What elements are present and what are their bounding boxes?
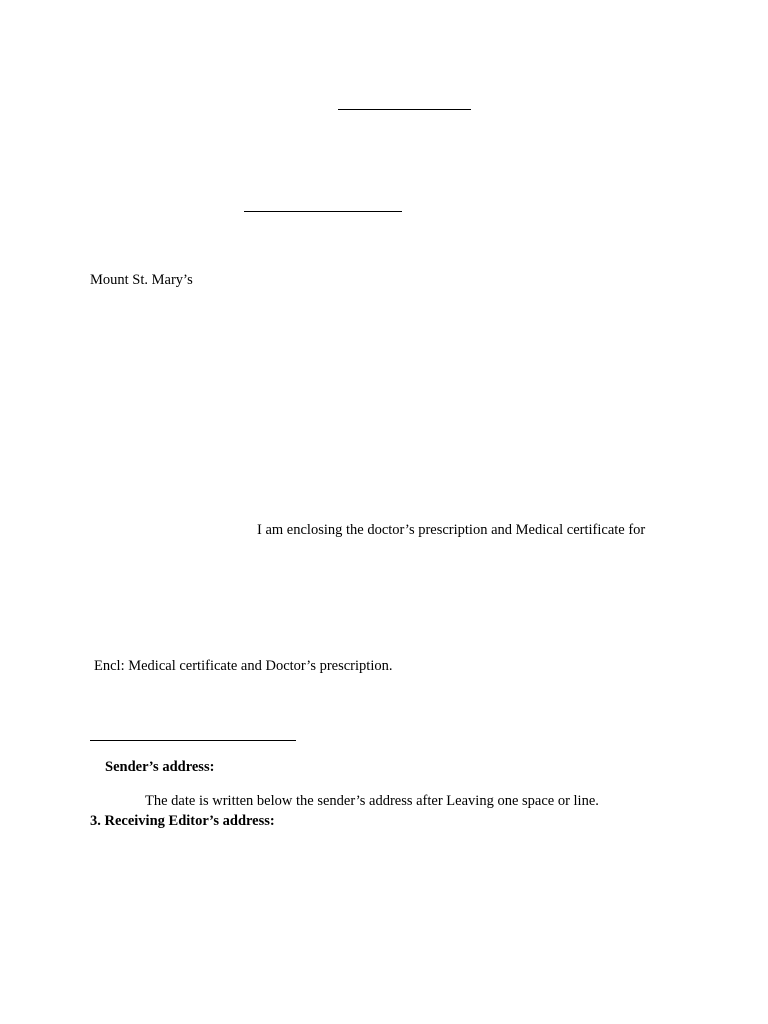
date-note-text: The date is written below the sender’s address after Leaving one space or line.	[145, 793, 599, 809]
blank-line-top	[338, 109, 471, 110]
senders-address-heading: Sender’s address:	[105, 759, 215, 775]
receiving-editor-heading: 3. Receiving Editor’s address:	[90, 813, 275, 829]
signature-line	[90, 740, 296, 741]
enclosing-sentence: I am enclosing the doctor’s prescription and Medical certificate for	[257, 522, 646, 538]
enclosure-line: Encl: Medical certificate and Doctor’s prescription.	[94, 658, 393, 674]
blank-line-second	[244, 211, 402, 212]
school-name-text: Mount St. Mary’s	[90, 272, 193, 288]
